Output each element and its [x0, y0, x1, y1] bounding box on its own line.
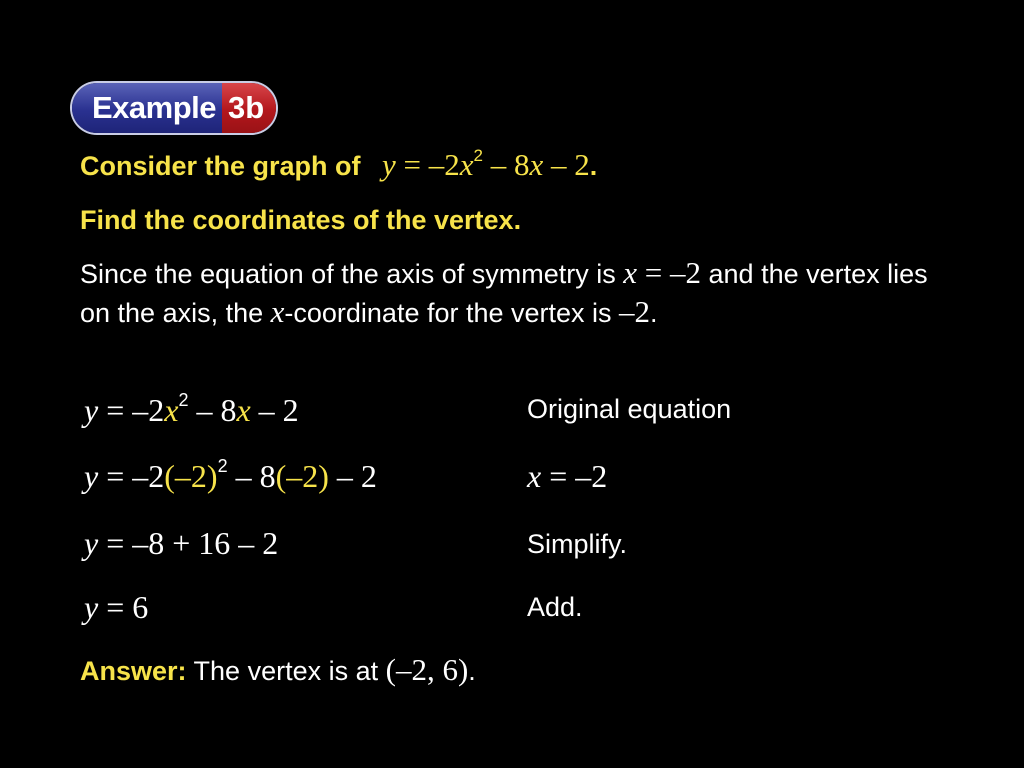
coordinate-variable: x [270, 294, 285, 329]
explanation-paragraph: Since the equation of the axis of symmetry is x = –2 and the vertex lies on the axis, the x-coordinate for the vertex is –2. [80, 255, 928, 329]
vertex-x-value: –2 [619, 294, 651, 329]
axis-equation: x = –2 [623, 255, 702, 290]
answer-line: Answer: The vertex is at (–2, 6). [80, 652, 476, 687]
step-1-equation: $y = -2x^2 - 8x - 2$ [84, 390, 299, 428]
badge-label: Example [72, 83, 222, 133]
answer-label: Answer: [80, 656, 187, 686]
intro-equation: $y = -2x^2 - 8x - 2$ [382, 146, 590, 182]
step-4-note: Add. [527, 592, 583, 622]
badge-number: 3b [222, 83, 276, 133]
step-2-equation: $y = -2(-2)^2 - 8(-2) - 2$ [84, 456, 377, 494]
step-4-equation: y = 6 [84, 589, 149, 625]
example-badge [72, 83, 276, 133]
step-3-note: Simplify. [527, 529, 628, 559]
intro-line [80, 146, 597, 183]
vertex-point: (–2, 6) [385, 652, 469, 687]
step-3-equation: y = –8 + 16 – 2 [84, 525, 279, 561]
intro-period: . [589, 151, 598, 181]
step-2-note: x = –2 [527, 458, 608, 494]
intro-prefix: Consider the graph of [80, 151, 361, 181]
task-heading: Find the coordinates of the vertex. [80, 205, 522, 235]
answer-text: The vertex is at [186, 656, 386, 686]
step-1-note: Original equation [527, 394, 732, 424]
